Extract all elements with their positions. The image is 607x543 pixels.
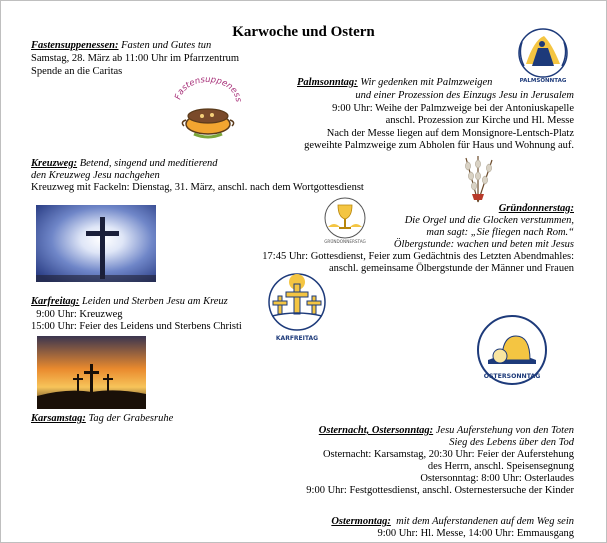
kreuzweg-heading: Kreuzweg:	[31, 158, 78, 169]
palmsonntag-badge-text: PALMSONNTAG	[519, 78, 567, 84]
osternacht-line4: 9:00 Uhr: Festgottesdienst, anschl. Osternestersuche der Kinder	[306, 485, 574, 496]
fastensuppe-heading-line	[31, 40, 211, 53]
karsamstag-heading: Karsamstag:	[31, 413, 86, 424]
ostermontag-heading: Ostermontag:	[331, 516, 391, 527]
palmsonntag-line4: geweihte Palmzweige zum Abholen für Haus und Wohnung auf.	[304, 140, 574, 151]
palmsonntag-line1: 9:00 Uhr: Weihe der Palmzweige bei der Antoniuskapelle	[332, 103, 574, 114]
osternacht-subtitle1: Jesu Auferstehung von den Toten	[433, 425, 574, 436]
osternacht-subtitle2: Sieg des Lebens über den Tod	[449, 437, 574, 448]
ostermontag-line1: 9:00 Uhr: Hl. Messe, 14:00 Uhr: Emmausgang	[377, 528, 574, 539]
willow-branches-image	[452, 152, 504, 204]
kreuzweg-subtitle2: den Kreuzweg Jesu nachgehen	[31, 170, 160, 181]
ostermontag-heading-line	[331, 516, 574, 529]
karfreitag-heading: Karfreitag:	[31, 296, 80, 307]
svg-text:Fastensuppenessen	[172, 76, 243, 103]
karfreitag-line2: 15:00 Uhr: Feier des Leidens und Sterbens Christi	[31, 321, 242, 332]
osternacht-line1: Osternacht: Karsamstag, 20:30 Uhr: Feier der Auferstehung	[322, 449, 574, 460]
karfreitag-badge	[262, 270, 332, 342]
osternacht-line3: Ostersonntag: 8:00 Uhr: Osterlaudes	[420, 473, 574, 484]
fastensuppe-line2: Spende an die Caritas	[31, 66, 123, 77]
palmsonntag-heading: Palmsonntag:	[297, 77, 358, 88]
palmsonntag-line3: Nach der Messe liegen auf dem Monsignore-Lentsch-Platz	[326, 128, 574, 139]
kreuzweg-line1: Kreuzweg mit Fackeln: Dienstag, 31. März, anschl. nach dem Wortgottesdienst	[31, 182, 364, 193]
fastensuppe-subtitle: Fasten und Gutes tun	[118, 40, 212, 51]
fastensuppe-heading: Fastensuppenessen:	[31, 40, 119, 51]
gruendonnerstag-badge	[318, 195, 372, 245]
karfreitag-line1: 9:00 Uhr: Kreuzweg	[31, 309, 123, 320]
gruendonnerstag-line2: 17:45 Uhr: Gottesdienst, Feier zum Gedächtnis des Letzten Abendmahles:	[262, 251, 574, 262]
soup-pot-logo	[172, 76, 244, 142]
karsamstag-heading-line	[31, 413, 173, 426]
osternacht-heading: Osternacht, Ostersonntag:	[318, 425, 434, 436]
cross-sky-photo	[36, 205, 156, 282]
osternacht-line2: des Herrn, anschl. Speisensegnung	[427, 461, 574, 472]
karfreitag-subtitle: Leiden und Sterben Jesu am Kreuz	[79, 296, 228, 307]
page-title: Karwoche und Ostern	[232, 24, 375, 40]
fastensuppe-line1: Samstag, 28. März ab 11:00 Uhr im Pfarrzentrum	[31, 53, 240, 64]
ostersonntag-badge	[474, 312, 550, 392]
karfreitag-badge-text: KARFREITAG	[275, 335, 319, 342]
palmsonntag-badge	[508, 26, 578, 84]
soup-logo-text: Fastensuppeness	[173, 76, 244, 103]
palmsonntag-subtitle2: und einer Prozession des Einzugs Jesu in Jerusalem	[355, 90, 574, 101]
kreuzweg-subtitle1: Betend, singend und meditierend	[77, 158, 218, 169]
kreuzweg-heading-line	[31, 158, 218, 171]
palmsonntag-subtitle1: Wir gedenken mit Palmzweigen	[357, 77, 493, 88]
gruendonnerstag-line3: anschl. gemeinsame Ölbergstunde der Männer und Frauen	[328, 263, 574, 274]
karsamstag-subtitle: Tag der Grabesruhe	[85, 413, 174, 424]
osternacht-heading-line	[319, 425, 574, 438]
karfreitag-heading-line	[31, 296, 228, 309]
gruendonnerstag-badge-text: GRÜNDONNERSTAG	[324, 239, 366, 244]
ostersonntag-badge-text: OSTERSONNTAG	[483, 373, 541, 380]
palmsonntag-heading-line	[297, 77, 492, 90]
ostermontag-subtitle: mit dem Auferstandenen auf dem Weg sein	[390, 516, 574, 527]
gruendonnerstag-heading: Gründonnerstag:	[498, 203, 574, 214]
gruendonnerstag-quote2: man sagt: „Sie fliegen nach Rom.“	[426, 227, 574, 238]
three-crosses-photo	[37, 336, 146, 409]
gruendonnerstag-quote1: Die Orgel und die Glocken verstummen,	[404, 215, 574, 226]
palmsonntag-line2: anschl. Prozession zur Kirche und Hl. Messe	[385, 115, 574, 126]
gruendonnerstag-line1: Ölbergstunde: wachen und beten mit Jesus	[393, 239, 574, 250]
